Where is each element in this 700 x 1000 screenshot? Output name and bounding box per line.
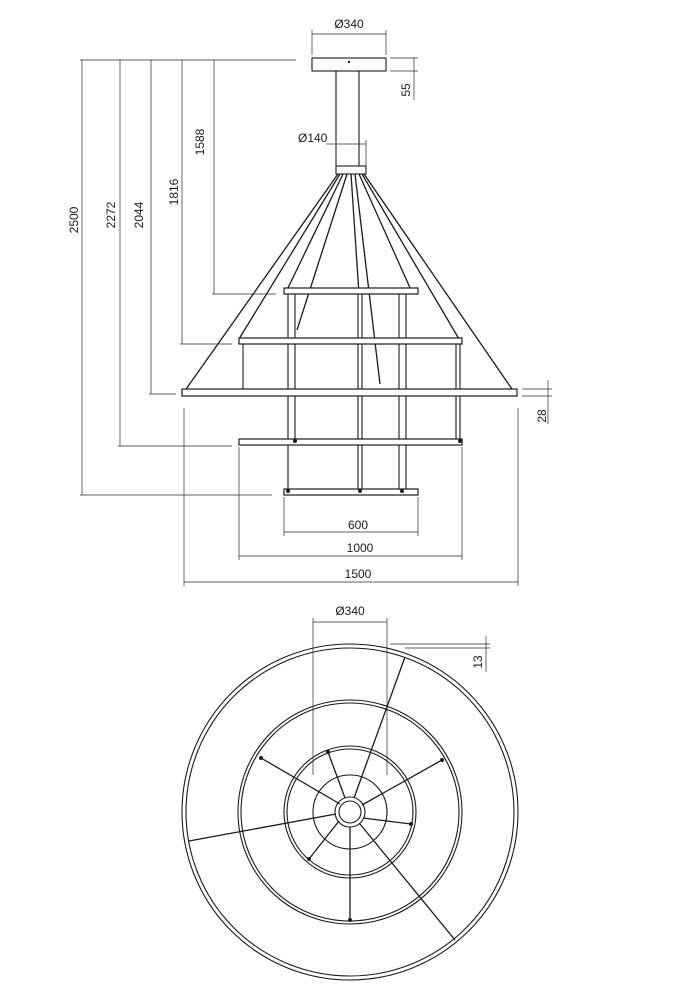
light-rings bbox=[182, 288, 517, 495]
cable bbox=[355, 174, 380, 384]
height-1588-label: 1588 bbox=[193, 128, 207, 156]
ring-600-upper bbox=[284, 288, 418, 294]
joints bbox=[286, 439, 462, 493]
ring-1500-inner-edge bbox=[186, 648, 514, 976]
joint bbox=[307, 857, 311, 861]
width-600-label: 600 bbox=[347, 518, 369, 532]
top-joints bbox=[259, 750, 444, 922]
cable bbox=[354, 657, 405, 798]
side-dimensions bbox=[67, 17, 552, 586]
cable bbox=[364, 174, 514, 392]
ring-1500 bbox=[182, 389, 517, 396]
width-1500-label: 1500 bbox=[344, 567, 372, 581]
cable bbox=[360, 824, 455, 940]
cable bbox=[239, 174, 340, 339]
joint bbox=[400, 489, 404, 493]
hub-diameter-label: Ø140 bbox=[298, 131, 328, 145]
height-2272-label: 2272 bbox=[104, 201, 118, 229]
canopy-diameter-label: Ø340 bbox=[334, 17, 364, 31]
cable bbox=[363, 818, 411, 824]
canopy bbox=[312, 58, 386, 71]
width-1000-label: 1000 bbox=[346, 541, 374, 555]
ring-1000-lower bbox=[239, 439, 462, 445]
height-1816-label: 1816 bbox=[167, 178, 181, 206]
height-2500-label: 2500 bbox=[67, 206, 81, 234]
ring-thickness-label: 28 bbox=[535, 409, 549, 423]
top-canopy-diameter-label: Ø340 bbox=[335, 604, 365, 618]
cable bbox=[362, 760, 442, 805]
side-view bbox=[67, 17, 552, 586]
ring-section-label: 13 bbox=[471, 655, 485, 669]
hub bbox=[336, 166, 366, 174]
cable bbox=[328, 752, 345, 798]
joint bbox=[358, 489, 362, 493]
ring-600-lower bbox=[284, 489, 418, 495]
joint bbox=[409, 822, 413, 826]
joint bbox=[259, 756, 263, 760]
cable bbox=[184, 174, 338, 392]
cable bbox=[362, 174, 459, 339]
joint bbox=[326, 750, 330, 754]
joint bbox=[348, 918, 352, 922]
canopy-height-label: 55 bbox=[399, 83, 413, 97]
ring-1000-upper bbox=[239, 338, 462, 344]
joint bbox=[440, 758, 444, 762]
joint bbox=[286, 489, 290, 493]
joint bbox=[293, 439, 297, 443]
canopy-screw bbox=[348, 61, 350, 63]
cable bbox=[309, 821, 339, 859]
suspension-cables bbox=[184, 174, 514, 392]
cable bbox=[189, 814, 336, 841]
hub-inner bbox=[339, 801, 361, 823]
top-view bbox=[182, 604, 518, 980]
height-2044-label: 2044 bbox=[132, 201, 146, 229]
cable bbox=[261, 758, 340, 804]
cable bbox=[351, 174, 359, 294]
joint bbox=[458, 439, 462, 443]
ring-1500-outer-edge bbox=[182, 644, 518, 980]
